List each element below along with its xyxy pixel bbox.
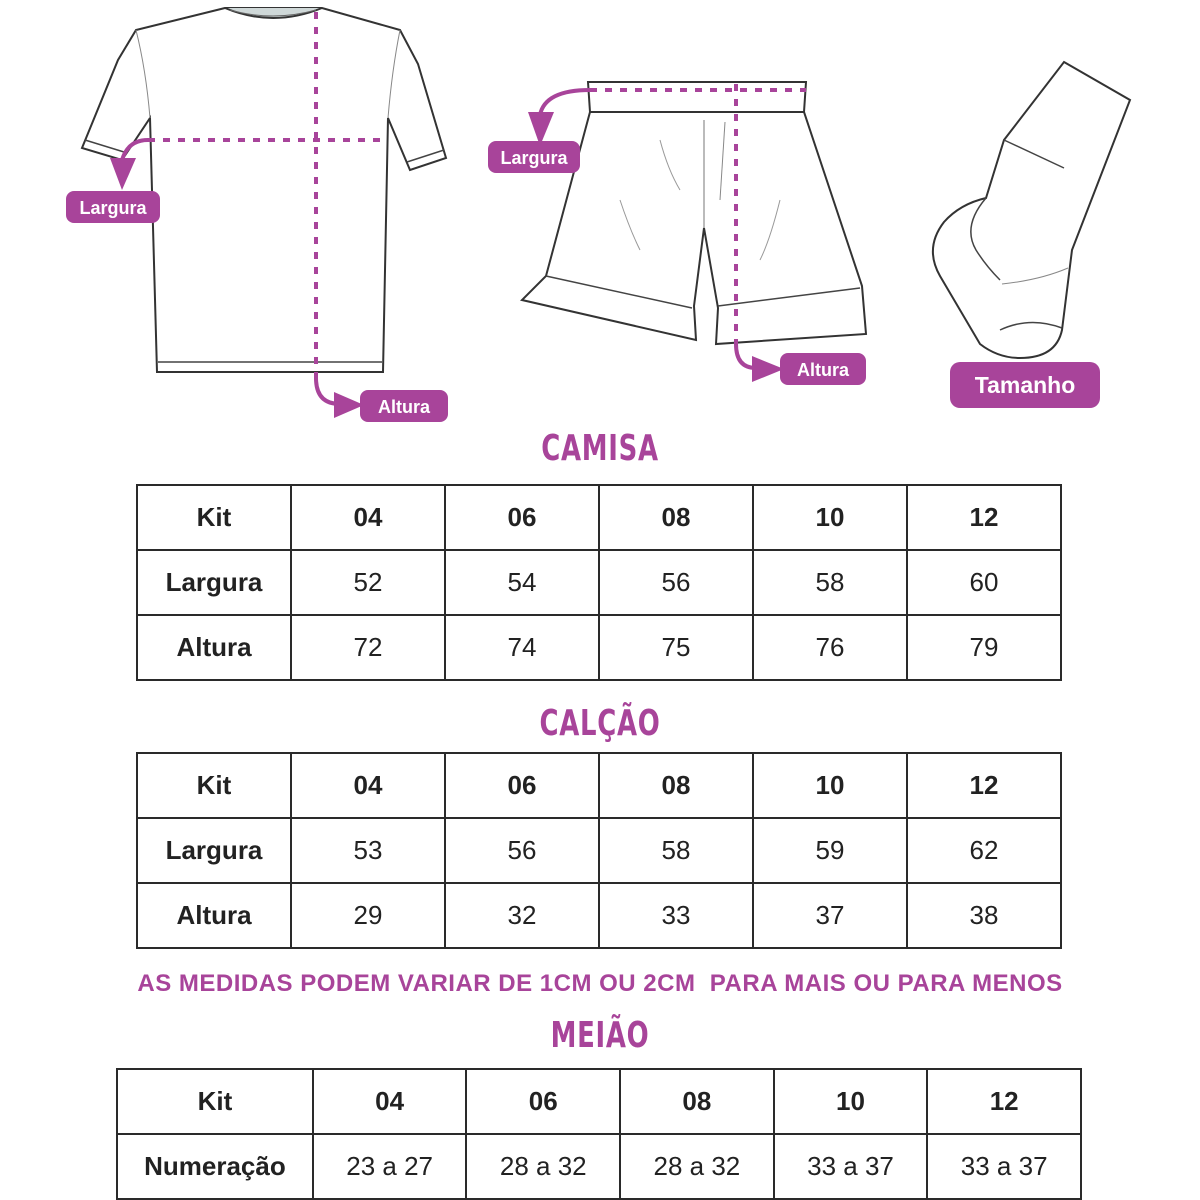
table-cell: 56 (445, 818, 599, 883)
shorts-height-pill (780, 353, 866, 385)
table-header-cell: 06 (445, 485, 599, 550)
row-label: Altura (137, 883, 291, 948)
table-cell: 72 (291, 615, 445, 680)
shirt-height-label: Altura (377, 397, 431, 417)
row-label: Largura (137, 818, 291, 883)
table-cell: 33 a 37 (774, 1134, 928, 1199)
shirt-height-arrowhead-icon (334, 392, 364, 418)
garment-illustrations (0, 0, 1200, 440)
shorts-height-label: Altura (796, 360, 850, 380)
table-header-cell: 10 (753, 485, 907, 550)
table-cell: 29 (291, 883, 445, 948)
measurement-disclaimer: AS MEDIDAS PODEM VARIAR DE 1CM OU 2CM PARA MAIS OU PARA MENOS (137, 970, 1063, 997)
shorts-width-arrowhead-icon (528, 112, 554, 146)
table-header-cell: 04 (291, 753, 445, 818)
shirt-width-pill (66, 191, 160, 223)
table-header-cell: 08 (599, 485, 753, 550)
table-cell: 38 (907, 883, 1061, 948)
shirt-height-pill (360, 390, 448, 422)
sock-size-label: Tamanho (974, 372, 1076, 398)
table-header-cell: 10 (774, 1069, 928, 1134)
table-header-cell: 12 (907, 753, 1061, 818)
table-cell: 75 (599, 615, 753, 680)
meiao-title: MEIÃO (550, 1015, 650, 1056)
row-label: Numeração (117, 1134, 313, 1199)
table-row (137, 883, 1061, 948)
shorts-width-label: Largura (500, 148, 568, 168)
table-header-cell: 10 (753, 753, 907, 818)
table-header-cell: 06 (445, 753, 599, 818)
table-cell: 28 a 32 (466, 1134, 620, 1199)
table-row (117, 1134, 1081, 1199)
shorts-height-arrowhead-icon (752, 356, 784, 382)
row-label: Largura (137, 550, 291, 615)
table-cell: 76 (753, 615, 907, 680)
table-cell: 74 (445, 615, 599, 680)
table-cell: 52 (291, 550, 445, 615)
table-header-cell: 06 (466, 1069, 620, 1134)
shirt-width-arrowhead-icon (110, 158, 136, 190)
table-row (137, 818, 1061, 883)
table-cell: 58 (753, 550, 907, 615)
table-header-cell: 12 (927, 1069, 1081, 1134)
table-header-cell: Kit (137, 753, 291, 818)
table-cell: 62 (907, 818, 1061, 883)
row-label: Altura (137, 615, 291, 680)
table-header-cell: Kit (137, 485, 291, 550)
table-cell: 54 (445, 550, 599, 615)
table-cell: 23 a 27 (313, 1134, 467, 1199)
table-cell: 60 (907, 550, 1061, 615)
table-cell: 58 (599, 818, 753, 883)
table-row (137, 615, 1061, 680)
table-cell: 28 a 32 (620, 1134, 774, 1199)
table-header-cell: 04 (291, 485, 445, 550)
table-header-row (137, 753, 1061, 818)
camisa-title: CAMISA (541, 428, 659, 469)
table-header-cell: Kit (117, 1069, 313, 1134)
table-cell: 33 (599, 883, 753, 948)
shorts-width-pill (488, 141, 580, 173)
table-cell: 59 (753, 818, 907, 883)
table-header-cell: 08 (620, 1069, 774, 1134)
tshirt-illustration (82, 8, 446, 372)
table-header-cell: 12 (907, 485, 1061, 550)
table-cell: 33 a 37 (927, 1134, 1081, 1199)
table-cell: 32 (445, 883, 599, 948)
shorts-width-arrow (540, 90, 590, 115)
shorts-illustration (522, 82, 866, 344)
sock-illustration (933, 62, 1130, 358)
table-header-row (137, 485, 1061, 550)
calcao-size-table (136, 752, 1062, 949)
table-cell: 37 (753, 883, 907, 948)
sock-size-pill (950, 362, 1100, 408)
table-cell: 53 (291, 818, 445, 883)
camisa-size-table (136, 484, 1062, 681)
table-cell: 79 (907, 615, 1061, 680)
table-header-cell: 08 (599, 753, 753, 818)
shirt-width-label: Largura (79, 198, 147, 218)
calcao-title: CALÇÃO (539, 703, 661, 744)
meiao-size-table (116, 1068, 1082, 1200)
table-header-row (117, 1069, 1081, 1134)
table-cell: 56 (599, 550, 753, 615)
table-row (137, 550, 1061, 615)
table-header-cell: 04 (313, 1069, 467, 1134)
